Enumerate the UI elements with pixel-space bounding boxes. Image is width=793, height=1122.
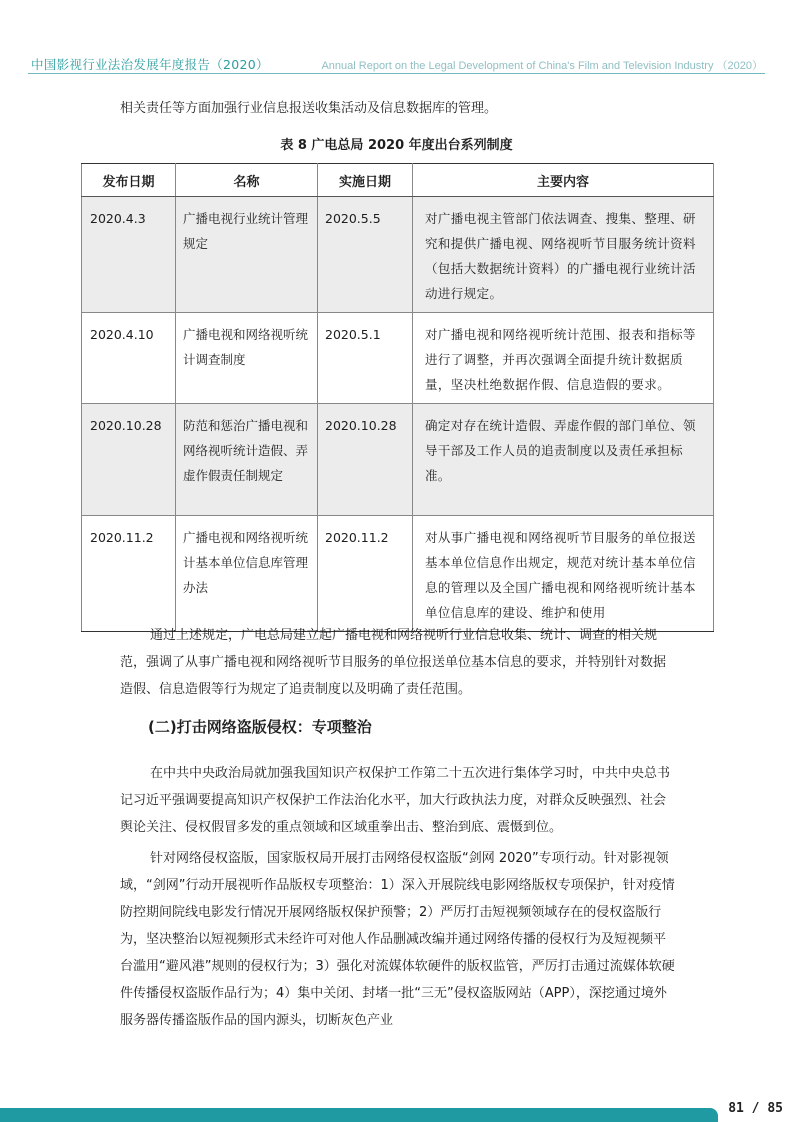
main-content: 对从事广播电视和网络视听节目服务的单位报送基本单位信息作出规定，规范对统计基本单位信息的管理以及全国广播电视和网络视听统计基本单位信息库的建设、维护和使用 xyxy=(413,516,714,632)
effective-date: 2020.5.1 xyxy=(318,313,413,404)
main-content: 对广播电视和网络视听统计范围、报表和指标等进行了调整，并再次强调全面提升统计数据质量，坚决杜绝数据作假、信息造假的要求。 xyxy=(413,313,714,404)
table-caption: 表 8 广电总局 2020 年度出台系列制度 xyxy=(280,138,513,153)
body-paragraph: 在中共中央政治局就加强我国知识产权保护工作第二十五次进行集体学习时，中共中央总书记习近平强调要提高知识产权保护工作法治化水平，加大行政执法力度，对群众反映强烈、社会舆论关注、侵权假冒多发的重点领域和区域重拳出击、整治到底、震慑到位。 xyxy=(120,766,671,835)
summary-paragraph: 通过上述规定，广电总局建立起广播电视和网络视听行业信息收集、统计、调查的相关规范，强调了从事广播电视和网络视听节目服务的单位报送单位基本信息的要求，并特别针对数据造假、信息造假等行为规定了追责制度以及明确了责任范围。 xyxy=(120,628,667,697)
page-number: 81 / 85 xyxy=(728,1101,783,1116)
effective-date: 2020.5.5 xyxy=(318,197,413,313)
table-row xyxy=(82,197,714,313)
release-date: 2020.11.2 xyxy=(82,516,176,632)
header-effective-date: 实施日期 xyxy=(318,164,413,197)
header-name: 名称 xyxy=(176,164,318,197)
section-heading: (二)打击网络盗版侵权：专项整治 xyxy=(148,718,372,736)
effective-date: 2020.10.28 xyxy=(318,404,413,516)
policy-table xyxy=(81,163,714,632)
release-date: 2020.4.10 xyxy=(82,313,176,404)
effective-date: 2020.11.2 xyxy=(318,516,413,632)
report-title-cn: 中国影视行业法治发展年度报告（2020） xyxy=(31,57,269,72)
intro-paragraph: 相关责任等方面加强行业信息报送收集活动及信息数据库的管理。 xyxy=(120,101,498,116)
body-paragraph: 针对网络侵权盗版，国家版权局开展打击网络侵权盗版“剑网 2020”专项行动。针对影视领域，“剑网”行动开展视听作品版权专项整治：1）深入开展院线电影网络版权专项保护，针对疫情防控期间院线电影发行情况开展网络版权保护预警；2）严厉打击短视频领域存在的侵权盗版行为，坚决整治以短视频形式未经许可对他人作品删减改编并通过网络传播的侵权行为及短视频平台滥用“避风港”规则的侵权行为；3）强化对流媒体软硬件的版权监管，严厉打击通过流媒体软硬件传播侵权盗版作品行为；4）集中关闭、封堵一批“三无”侵权盗版网站（APP），深挖通过境外服务器传播盗版作品的国内源头，切断灰色产业 xyxy=(120,851,675,1028)
regulation-name: 广播电视行业统计管理规定 xyxy=(176,197,318,313)
table-row xyxy=(82,404,714,516)
header-release-date: 发布日期 xyxy=(82,164,176,197)
release-date: 2020.4.3 xyxy=(82,197,176,313)
report-title-en: Annual Report on the Legal Development of China's Film and Television Industry （2020） xyxy=(321,60,763,72)
release-date: 2020.10.28 xyxy=(82,404,176,516)
regulation-name: 防范和惩治广播电视和网络视听统计造假、弄虚作假责任制规定 xyxy=(176,404,318,516)
main-content: 确定对存在统计造假、弄虚作假的部门单位、领导干部及工作人员的追责制度以及责任承担标准。 xyxy=(413,404,714,516)
footer-bar xyxy=(0,1108,718,1122)
table-row xyxy=(82,516,714,632)
main-content: 对广播电视主管部门依法调查、搜集、整理、研究和提供广播电视、网络视听节目服务统计资料（包括大数据统计资料）的广播电视行业统计活动进行规定。 xyxy=(413,197,714,313)
regulation-name: 广播电视和网络视听统计调查制度 xyxy=(176,313,318,404)
regulation-name: 广播电视和网络视听统计基本单位信息库管理办法 xyxy=(176,516,318,632)
header-main-content: 主要内容 xyxy=(413,164,714,197)
header-divider xyxy=(28,73,765,74)
table-header-row xyxy=(82,164,714,197)
table-row xyxy=(82,313,714,404)
